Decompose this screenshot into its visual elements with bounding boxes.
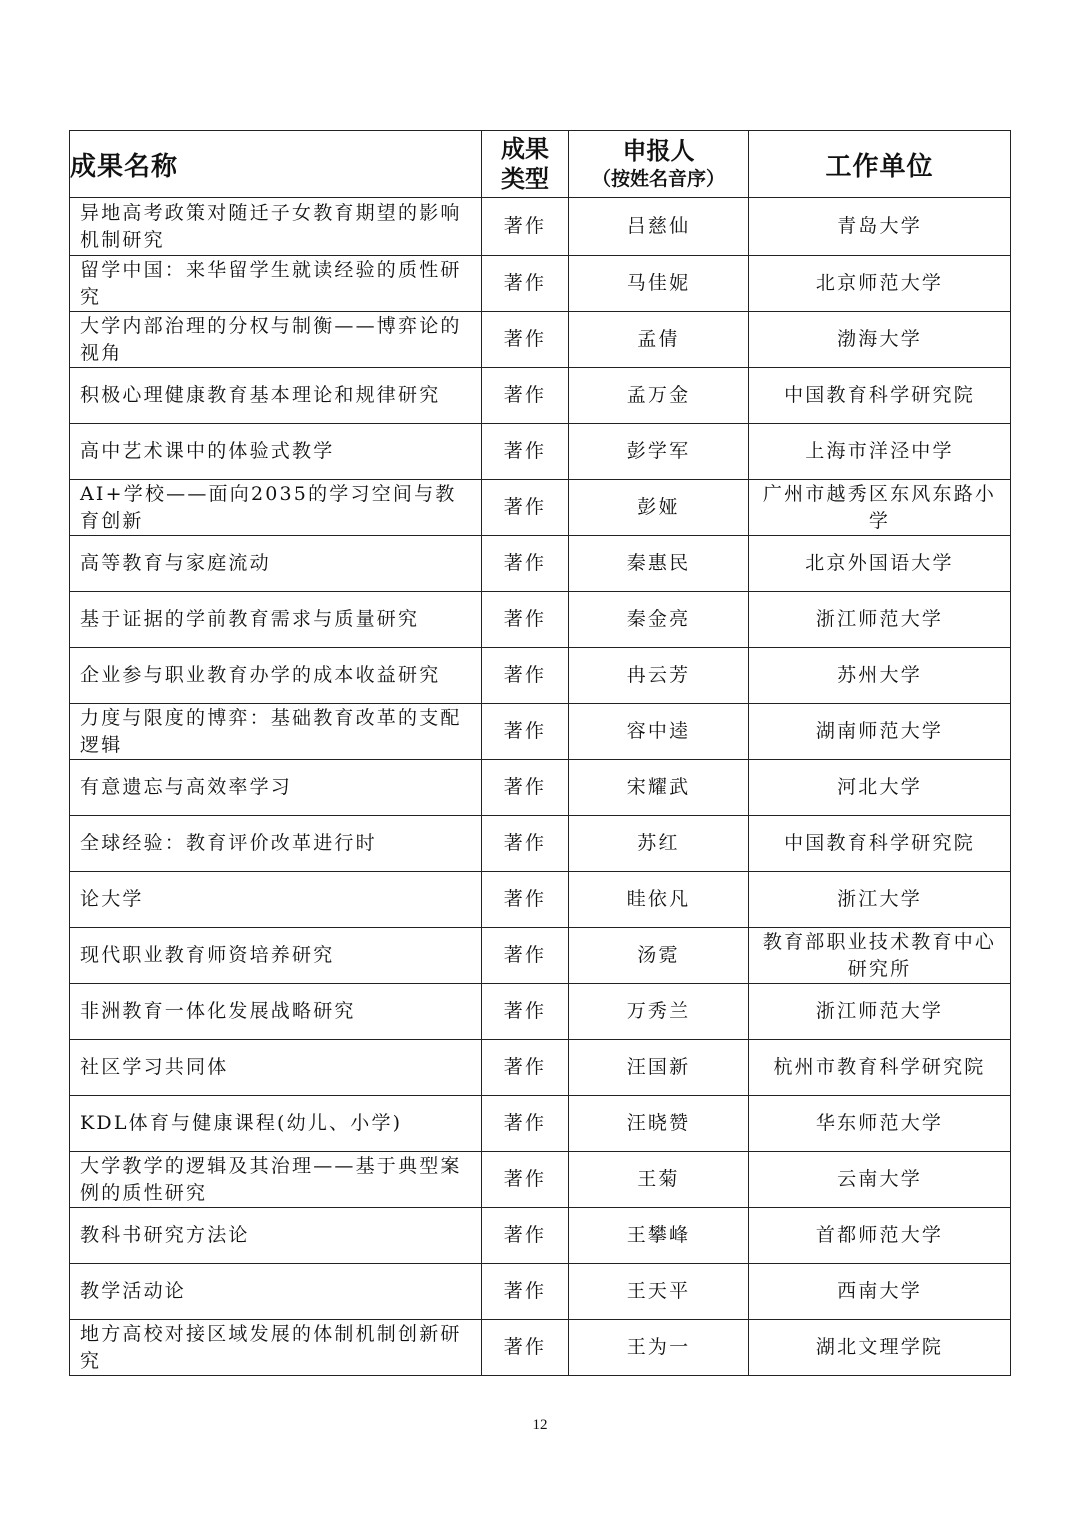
cell-unit: 教育部职业技术教育中心研究所 [749,928,1011,984]
cell-title: 地方高校对接区域发展的体制机制创新研究 [70,1320,482,1376]
cell-type: 著作 [482,928,569,984]
table-row [70,480,1011,536]
cell-type: 著作 [482,256,569,312]
table-row [70,1208,1011,1264]
awards-table [69,130,1011,1376]
cell-type: 著作 [482,1096,569,1152]
cell-title: 非洲教育一体化发展战略研究 [70,984,482,1040]
cell-title: 留学中国：来华留学生就读经验的质性研究 [70,256,482,312]
table-row [70,312,1011,368]
table-row [70,648,1011,704]
cell-title: 基于证据的学前教育需求与质量研究 [70,592,482,648]
cell-type: 著作 [482,368,569,424]
cell-applicant: 苏红 [569,816,749,872]
cell-applicant: 吕慈仙 [569,198,749,256]
header-type-line1: 成果 [501,135,549,163]
cell-title: 教科书研究方法论 [70,1208,482,1264]
cell-type: 著作 [482,424,569,480]
cell-applicant: 秦金亮 [569,592,749,648]
cell-applicant: 孟万金 [569,368,749,424]
cell-title: 异地高考政策对随迁子女教育期望的影响机制研究 [70,198,482,256]
cell-type: 著作 [482,872,569,928]
cell-unit: 北京外国语大学 [749,536,1011,592]
table-row [70,816,1011,872]
cell-applicant: 王天平 [569,1264,749,1320]
table-row [70,424,1011,480]
cell-title: 全球经验：教育评价改革进行时 [70,816,482,872]
cell-applicant: 秦惠民 [569,536,749,592]
cell-type: 著作 [482,1152,569,1208]
page-number: 12 [532,1417,548,1433]
cell-applicant: 汪晓赞 [569,1096,749,1152]
header-type-line2: 类型 [501,165,549,193]
cell-applicant: 万秀兰 [569,984,749,1040]
table-body [70,198,1011,1376]
cell-type: 著作 [482,1264,569,1320]
table-row [70,1320,1011,1376]
cell-title: 有意遗忘与高效率学习 [70,760,482,816]
header-applicant [569,131,749,198]
cell-unit: 浙江大学 [749,872,1011,928]
cell-applicant: 容中逵 [569,704,749,760]
table-row [70,1096,1011,1152]
cell-type: 著作 [482,648,569,704]
cell-unit: 湖北文理学院 [749,1320,1011,1376]
table-row [70,704,1011,760]
cell-applicant: 孟倩 [569,312,749,368]
cell-type: 著作 [482,704,569,760]
cell-unit: 西南大学 [749,1264,1011,1320]
cell-unit: 河北大学 [749,760,1011,816]
cell-unit: 中国教育科学研究院 [749,816,1011,872]
cell-type: 著作 [482,760,569,816]
cell-title: 积极心理健康教育基本理论和规律研究 [70,368,482,424]
cell-unit: 广州市越秀区东风东路小学 [749,480,1011,536]
cell-applicant: 汤霓 [569,928,749,984]
table-row [70,984,1011,1040]
header-applicant-label: 申报人 [622,137,695,165]
cell-unit: 青岛大学 [749,198,1011,256]
cell-applicant: 王攀峰 [569,1208,749,1264]
cell-title: 力度与限度的博弈：基础教育改革的支配逻辑 [70,704,482,760]
header-unit: 工作单位 [749,131,1011,198]
table-row [70,536,1011,592]
cell-title: KDL体育与健康课程(幼儿、小学) [70,1096,482,1152]
cell-type: 著作 [482,592,569,648]
table-row [70,760,1011,816]
cell-applicant: 王菊 [569,1152,749,1208]
table-row [70,1040,1011,1096]
cell-title: 大学教学的逻辑及其治理——基于典型案例的质性研究 [70,1152,482,1208]
cell-unit: 浙江师范大学 [749,984,1011,1040]
table-row [70,1152,1011,1208]
cell-title: 教学活动论 [70,1264,482,1320]
cell-applicant: 王为一 [569,1320,749,1376]
cell-title: 现代职业教育师资培养研究 [70,928,482,984]
table-row [70,872,1011,928]
cell-unit: 中国教育科学研究院 [749,368,1011,424]
cell-unit: 首都师范大学 [749,1208,1011,1264]
cell-title: 高等教育与家庭流动 [70,536,482,592]
cell-title: 高中艺术课中的体验式教学 [70,424,482,480]
cell-applicant: 彭娅 [569,480,749,536]
cell-applicant: 马佳妮 [569,256,749,312]
cell-applicant: 宋耀武 [569,760,749,816]
cell-unit: 上海市洋泾中学 [749,424,1011,480]
cell-type: 著作 [482,312,569,368]
cell-unit: 渤海大学 [749,312,1011,368]
cell-type: 著作 [482,536,569,592]
header-title: 成果名称 [70,131,482,198]
table-row [70,256,1011,312]
cell-title: 社区学习共同体 [70,1040,482,1096]
cell-title: 大学内部治理的分权与制衡——博弈论的视角 [70,312,482,368]
cell-unit: 浙江师范大学 [749,592,1011,648]
table-row [70,368,1011,424]
cell-type: 著作 [482,198,569,256]
header-type [482,131,569,198]
cell-type: 著作 [482,984,569,1040]
table-row [70,928,1011,984]
cell-title: 论大学 [70,872,482,928]
cell-type: 著作 [482,480,569,536]
table-header-row [70,131,1011,198]
cell-unit: 湖南师范大学 [749,704,1011,760]
cell-unit: 杭州市教育科学研究院 [749,1040,1011,1096]
cell-unit: 北京师范大学 [749,256,1011,312]
cell-applicant: 冉云芳 [569,648,749,704]
header-applicant-note: （按姓名音序） [591,168,725,190]
cell-unit: 华东师范大学 [749,1096,1011,1152]
cell-type: 著作 [482,1208,569,1264]
cell-title: AI+学校——面向2035的学习空间与教育创新 [70,480,482,536]
cell-type: 著作 [482,816,569,872]
cell-type: 著作 [482,1040,569,1096]
cell-unit: 云南大学 [749,1152,1011,1208]
cell-type: 著作 [482,1320,569,1376]
cell-unit: 苏州大学 [749,648,1011,704]
table-row [70,592,1011,648]
cell-title: 企业参与职业教育办学的成本收益研究 [70,648,482,704]
cell-applicant: 彭学军 [569,424,749,480]
table-row [70,198,1011,256]
cell-applicant: 眭依凡 [569,872,749,928]
table-row [70,1264,1011,1320]
cell-applicant: 汪国新 [569,1040,749,1096]
